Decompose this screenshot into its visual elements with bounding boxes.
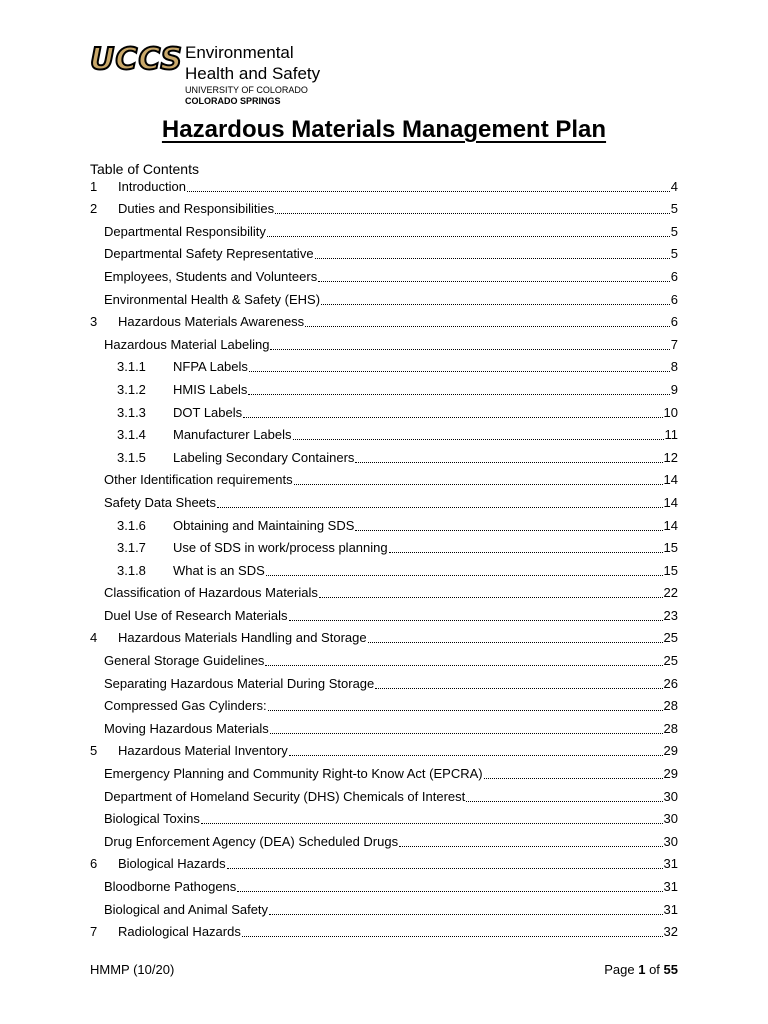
toc-entry[interactable] [90, 808, 678, 831]
toc-entry-page: 5 [670, 201, 678, 217]
toc-entry-label: HMIS Labels [173, 381, 248, 397]
toc-leader-dots [243, 417, 662, 418]
toc-entry[interactable] [90, 649, 678, 672]
toc-leader-dots [275, 213, 670, 214]
toc-entry[interactable] [90, 762, 678, 785]
toc-entry-number: 3.1.2 [117, 381, 146, 397]
campus-name: COLORADO SPRINGS [185, 96, 281, 106]
toc-entry[interactable] [90, 356, 678, 379]
toc-entry-page: 14 [663, 517, 678, 533]
toc-entry-label: Moving Hazardous Materials [104, 720, 269, 736]
page-of: of [645, 962, 664, 977]
page-number [604, 962, 678, 977]
toc-entry-page: 29 [663, 743, 678, 759]
toc-entry-number: 5 [90, 743, 98, 759]
toc-entry[interactable] [90, 220, 678, 243]
toc-entry-label: Classification of Hazardous Materials [104, 585, 318, 601]
toc-entry-page: 11 [664, 427, 678, 443]
toc-leader-dots [201, 823, 663, 824]
toc-heading: Table of Contents [90, 161, 199, 177]
toc-entry-page: 29 [663, 766, 678, 782]
toc-entry-number: 3.1.3 [117, 404, 146, 420]
toc-entry[interactable] [90, 537, 678, 560]
toc-leader-dots [305, 326, 670, 327]
toc-entry-page: 4 [670, 178, 678, 194]
toc-entry-number: 6 [90, 856, 98, 872]
toc-entry-page: 25 [663, 653, 678, 669]
toc-entry-page: 6 [670, 291, 678, 307]
toc-entry-label: Departmental Responsibility [104, 223, 266, 239]
toc-entry-label: Biological Hazards [118, 856, 226, 872]
toc-entry-label: Separating Hazardous Material During Storage [104, 675, 375, 691]
toc-leader-dots [293, 439, 664, 440]
toc-entry-page: 28 [663, 698, 678, 714]
toc-entry-number: 3 [90, 314, 98, 330]
toc-entry-label: Safety Data Sheets [104, 494, 217, 510]
toc-entry[interactable] [90, 717, 678, 740]
toc-entry-label: NFPA Labels [173, 359, 248, 375]
toc-entry[interactable] [90, 695, 678, 718]
toc-leader-dots [242, 936, 663, 937]
toc-entry[interactable] [90, 198, 678, 221]
toc-entry[interactable] [90, 243, 678, 266]
toc-entry-label: Duties and Responsibilities [118, 201, 275, 217]
toc-entry-label: Introduction [118, 178, 186, 194]
toc-entry-page: 8 [670, 359, 678, 375]
toc-leader-dots [248, 394, 669, 395]
toc-leader-dots [265, 665, 662, 666]
toc-entry-page: 26 [663, 675, 678, 691]
toc-entry-label: Other Identification requirements [104, 472, 293, 488]
toc-entry-label: Emergency Planning and Community Right-to Know Act (EPCRA) [104, 766, 483, 782]
uccs-logo: UCCS [90, 42, 183, 77]
toc-entry-label: Hazardous Material Labeling [104, 336, 270, 352]
toc-entry[interactable] [90, 898, 678, 921]
toc-entry-page: 14 [663, 472, 678, 488]
toc-entry-label: General Storage Guidelines [104, 653, 265, 669]
toc-entry[interactable] [90, 875, 678, 898]
toc-entry-label: Obtaining and Maintaining SDS [173, 517, 355, 533]
toc-entry-number: 3.1.7 [117, 540, 146, 556]
toc-entry-label: Environmental Health & Safety (EHS) [104, 291, 321, 307]
toc-entry-page: 32 [663, 924, 678, 940]
university-name: UNIVERSITY OF COLORADO [185, 85, 308, 95]
toc-entry-page: 6 [670, 268, 678, 284]
toc-leader-dots [270, 733, 663, 734]
toc-leader-dots [269, 914, 662, 915]
toc-entry[interactable] [90, 514, 678, 537]
toc-entry[interactable] [90, 491, 678, 514]
document-id: HMMP (10/20) [90, 962, 175, 977]
toc-entry-number: 3.1.1 [117, 359, 146, 375]
toc-entry[interactable] [90, 582, 678, 605]
toc-entry-page: 30 [663, 833, 678, 849]
toc-leader-dots [389, 552, 663, 553]
toc-entry-number: 1 [90, 178, 98, 194]
toc-entry-label: Hazardous Materials Handling and Storage [118, 630, 367, 646]
toc-entry-page: 30 [663, 811, 678, 827]
toc-entry[interactable] [90, 378, 678, 401]
page-current: 1 [638, 962, 646, 977]
toc-entry-page: 25 [663, 630, 678, 646]
toc-entry[interactable] [90, 175, 678, 198]
toc-entry-page: 10 [663, 404, 678, 420]
toc-entry-number: 7 [90, 924, 98, 940]
toc-leader-dots [266, 575, 663, 576]
toc-leader-dots [294, 484, 663, 485]
org-line-1: Environmental [185, 43, 294, 62]
toc-entry-label: Labeling Secondary Containers [173, 449, 355, 465]
toc-entry-page: 23 [663, 607, 678, 623]
toc-entry-number: 2 [90, 201, 98, 217]
toc-entry[interactable] [90, 921, 678, 944]
document-title: Hazardous Materials Management Plan [161, 116, 607, 143]
page-footer [90, 962, 678, 980]
toc-entry-page: 31 [663, 879, 678, 894]
toc-entry-number: 3.1.5 [117, 449, 146, 465]
toc-entry-label: DOT Labels [173, 404, 243, 420]
toc-entry-label: Employees, Students and Volunteers [104, 268, 318, 284]
page-total: 55 [663, 962, 678, 977]
toc-entry[interactable] [90, 853, 678, 876]
toc-leader-dots [315, 258, 670, 259]
toc-entry-label: Manufacturer Labels [173, 427, 292, 443]
toc-entry-page: 9 [670, 381, 678, 397]
toc-entry[interactable] [90, 333, 678, 356]
toc-entry-label: Drug Enforcement Agency (DEA) Scheduled Drugs [104, 833, 399, 849]
toc-entry-label: Duel Use of Research Materials [104, 607, 288, 623]
toc-entry-label: Bloodborne Pathogens [104, 879, 237, 894]
toc-leader-dots [318, 281, 670, 282]
toc-leader-dots [270, 349, 669, 350]
toc-leader-dots [267, 236, 670, 237]
toc-leader-dots [289, 755, 663, 756]
toc-entry-page: 6 [670, 314, 678, 330]
toc-leader-dots [268, 710, 663, 711]
toc-leader-dots [375, 688, 662, 689]
toc-leader-dots [321, 304, 670, 305]
toc-entry-label: Hazardous Material Inventory [118, 743, 288, 759]
toc-entry-label: Biological Toxins [104, 811, 200, 827]
toc-entry[interactable] [90, 672, 678, 695]
toc-entry[interactable] [90, 740, 678, 763]
toc-entry-label: What is an SDS [173, 562, 265, 578]
toc-leader-dots [355, 462, 662, 463]
toc-entry-label: Departmental Safety Representative [104, 246, 314, 262]
toc-leader-dots [289, 620, 663, 621]
table-of-contents [90, 175, 678, 943]
toc-entry-label: Department of Homeland Security (DHS) Chemicals of Interest [104, 788, 466, 804]
toc-entry-page: 31 [663, 901, 678, 917]
toc-entry-number: 4 [90, 630, 98, 646]
toc-entry-number: 3.1.8 [117, 562, 146, 578]
toc-entry[interactable] [90, 469, 678, 492]
toc-entry[interactable] [90, 401, 678, 424]
toc-entry-page: 12 [663, 449, 678, 465]
toc-entry-page: 28 [663, 720, 678, 736]
toc-leader-dots [319, 597, 663, 598]
toc-entry-label: Hazardous Materials Awareness [118, 314, 305, 330]
toc-entry-page: 5 [670, 246, 678, 262]
toc-leader-dots [227, 868, 663, 869]
toc-entry-number: 3.1.4 [117, 427, 146, 443]
toc-entry[interactable] [90, 830, 678, 853]
toc-leader-dots [399, 846, 662, 847]
toc-entry-label: Compressed Gas Cylinders: [104, 698, 267, 714]
toc-entry-label: Use of SDS in work/process planning [173, 540, 388, 556]
toc-leader-dots [484, 778, 663, 779]
toc-entry[interactable] [90, 604, 678, 627]
toc-leader-dots [187, 191, 670, 192]
toc-entry-page: 31 [663, 856, 678, 872]
toc-leader-dots [355, 530, 662, 531]
toc-entry[interactable] [90, 265, 678, 288]
toc-entry-label: Biological and Animal Safety [104, 901, 269, 917]
toc-entry[interactable] [90, 446, 678, 469]
toc-leader-dots [466, 801, 662, 802]
toc-entry-page: 7 [670, 336, 678, 352]
toc-entry-page: 5 [670, 223, 678, 239]
toc-entry-page: 30 [663, 788, 678, 804]
toc-leader-dots [217, 507, 663, 508]
page-prefix: Page [604, 962, 639, 977]
toc-entry[interactable] [90, 627, 678, 650]
toc-entry-label: Radiological Hazards [118, 924, 241, 940]
toc-entry-page: 22 [663, 585, 678, 601]
toc-entry[interactable] [90, 424, 678, 447]
toc-entry[interactable] [90, 311, 678, 334]
toc-leader-dots [368, 642, 663, 643]
toc-entry-number: 3.1.6 [117, 517, 146, 533]
toc-leader-dots [237, 891, 662, 892]
toc-entry-page: 15 [663, 562, 678, 578]
org-name-block [185, 42, 485, 107]
toc-entry-page: 14 [663, 494, 678, 510]
toc-entry-page: 15 [663, 540, 678, 556]
toc-leader-dots [249, 371, 670, 372]
toc-entry[interactable] [90, 785, 678, 808]
toc-entry[interactable] [90, 288, 678, 311]
toc-entry[interactable] [90, 559, 678, 582]
org-line-2: Health and Safety [185, 64, 321, 83]
